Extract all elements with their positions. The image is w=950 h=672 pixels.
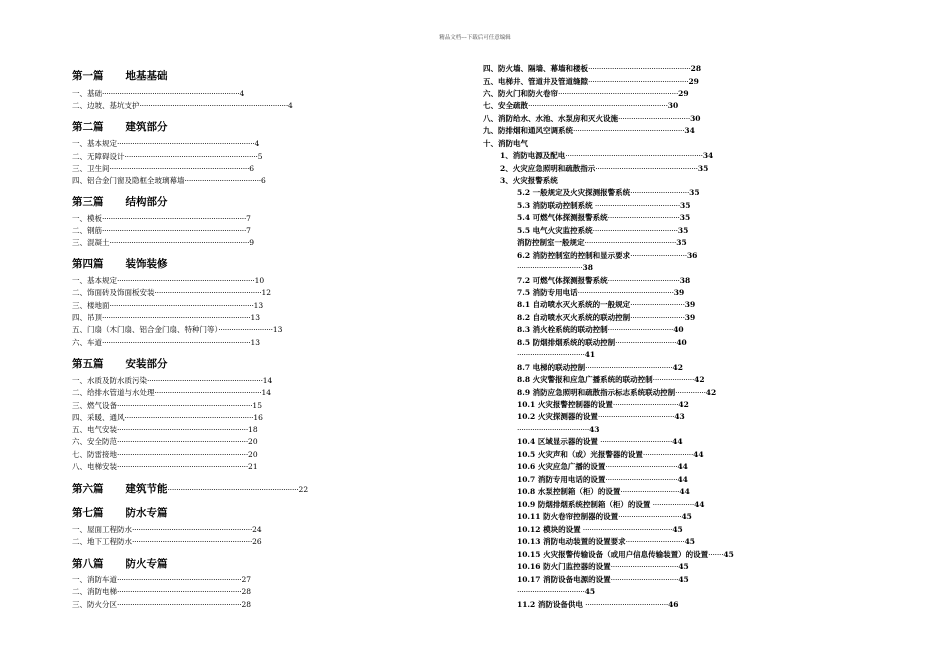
toc-entry-title: 四、铝合金门窗及隐框全玻璃幕墙 xyxy=(72,176,185,185)
page-number: 35 xyxy=(689,188,700,197)
page-number: 45 xyxy=(684,537,696,546)
toc-entry[interactable]: 10.11 防火卷帘控制器的设置·····························45 xyxy=(517,512,692,521)
toc-entry-title: 8.8 火灾警报和应急广播系统的联动控制 xyxy=(517,375,653,384)
page-number: 30 xyxy=(667,101,679,110)
toc-entry-title: 5.3 消防联动控制系统 xyxy=(517,201,593,210)
toc-entry[interactable]: 10.17 消防设备电源的设置·······························45 xyxy=(517,575,689,584)
toc-entry-title: 二、地下工程防水 xyxy=(72,537,132,546)
page-number: 45 xyxy=(584,587,596,596)
toc-entry-title: 8.2 自动喷水灭火系统的联动控制 xyxy=(517,313,631,322)
toc-entry[interactable]: 六、车道····································································13 xyxy=(72,338,261,347)
toc-entry[interactable]: 四、铝合金门窗及隐框全玻璃幕墙···································6 xyxy=(72,176,266,185)
section-title: 地基基础 xyxy=(125,70,168,82)
toc-entry[interactable]: 一、屋面工程防水·······················································24 xyxy=(72,525,262,534)
toc-entry[interactable]: 四、采暖、通风···························································16 xyxy=(72,413,263,422)
page-number: 18 xyxy=(248,425,258,434)
toc-entry-title: 六、车道 xyxy=(72,338,102,347)
page-number: 20 xyxy=(248,450,258,459)
page-number: 43 xyxy=(589,425,600,434)
toc-entry[interactable]: 8.2 自动喷水灭火系统的联动控制·························39 xyxy=(517,313,696,322)
page-number: 6 xyxy=(249,164,255,173)
page-number: 44 xyxy=(679,487,690,496)
toc-entry[interactable]: 二、给排水管道与水处理·················································14 xyxy=(72,388,272,397)
page-number: 44 xyxy=(694,500,705,509)
page-number: 40 xyxy=(676,338,687,347)
toc-entry[interactable]: 四、吊顶····································································13 xyxy=(72,313,261,322)
toc-entry[interactable]: 二、无障碍设计·····························································5 xyxy=(72,152,263,161)
page-number: 16 xyxy=(253,413,263,422)
toc-entry-title: 10.2 火灾探测器的设置 xyxy=(517,412,598,421)
page-number: 12 xyxy=(261,288,272,297)
toc-entry-title: 二、无障碍设计 xyxy=(72,152,125,161)
toc-entry-title: 七、防雷接地 xyxy=(72,450,117,459)
page-number: 28 xyxy=(241,600,252,609)
toc-entry[interactable]: 10.9 防烟排烟系统控制箱（柜）的设置 ···················44 xyxy=(517,500,705,509)
toc-entry[interactable]: 四、防火墙、隔墙、幕墙和楼板···············································28 xyxy=(483,64,702,73)
page-number: 30 xyxy=(690,114,701,123)
toc-entry-title: 10.15 火灾报警传输设备（或用户信息传输装置）的设置 xyxy=(517,550,709,559)
page-number: 43 xyxy=(674,412,685,421)
toc-entry-title: 三、卫生间 xyxy=(72,164,110,173)
section-heading xyxy=(72,556,168,571)
toc-entry[interactable]: 一、消防车道·························································27 xyxy=(72,575,252,584)
toc-entry[interactable]: 10.4 区域显示器的设置 ·································44 xyxy=(517,437,683,446)
section-number: 第七篇 xyxy=(72,507,104,519)
toc-entry[interactable]: 三、混凝土································································9 xyxy=(72,238,255,247)
toc-entry-title: 八、电梯安装 xyxy=(72,462,117,471)
toc-entry[interactable]: 二、饰面砖及饰面板安装·················································12 xyxy=(72,288,272,297)
toc-entry[interactable]: ······························38 xyxy=(517,263,593,272)
toc-entry-title: 消防控制室一般规定 xyxy=(517,238,585,247)
toc-entry-title: 六、防火门和防火卷帘 xyxy=(483,89,558,98)
toc-entry-title: 三、楼地面 xyxy=(72,301,110,310)
section-title: 防火专篇 xyxy=(125,558,168,570)
page-number: 38 xyxy=(679,276,691,285)
page-number: 4 xyxy=(288,101,293,110)
page-number: 44 xyxy=(677,475,688,484)
page-number: 34 xyxy=(702,151,714,160)
toc-entry-title: 一、基础 xyxy=(72,89,102,98)
toc-entry-title: 6.2 消防控制室的控制和显示要求 xyxy=(517,251,631,260)
section-heading: 第六篇 建筑节能····························································22 xyxy=(72,483,309,495)
section-number: 第六篇 xyxy=(72,483,104,495)
page-number: 40 xyxy=(673,325,684,334)
toc-entry[interactable]: 一、基础·······························································4 xyxy=(72,89,245,98)
toc-entry[interactable]: 8.5 防烟排烟系统的联动控制····························40 xyxy=(517,338,687,347)
section-heading xyxy=(72,119,168,134)
page-number: 44 xyxy=(672,437,683,446)
section-title: 建筑部分 xyxy=(125,121,168,133)
toc-entry-title: 10.17 消防设备电源的设置 xyxy=(517,575,611,584)
toc-entry-title: 四、吊顶 xyxy=(72,313,102,322)
toc-entry[interactable]: 8.9 消防应急照明和疏散指示标志系统联动控制··············42 xyxy=(517,388,717,397)
toc-entry[interactable]: 10.16 防火门监控器的设置·······························45 xyxy=(517,562,689,571)
toc-entry[interactable]: 五、电气安装····························································18 xyxy=(72,425,258,434)
toc-entry[interactable]: 10.1 火灾报警控制器的设置······························42 xyxy=(517,400,689,409)
page-number: 42 xyxy=(705,388,717,397)
toc-entry-title: 六、安全防范 xyxy=(72,437,117,446)
page-number: 35 xyxy=(679,213,691,222)
toc-entry-title: 10.12 模块的设置 xyxy=(517,525,581,534)
toc-entry[interactable]: ·······························41 xyxy=(517,350,596,359)
toc-entry[interactable]: 8.7 电梯的联动控制········································42 xyxy=(517,363,683,372)
toc-entry[interactable]: 三、燃气设备······························································15 xyxy=(72,401,262,410)
toc-entry[interactable]: 10.6 火灾应急广播的设置·································44 xyxy=(517,462,688,471)
page-number: 45 xyxy=(678,562,689,571)
toc-entry-title: 一、消防车道 xyxy=(72,575,117,584)
toc-entry-title: 10.6 火灾应急广播的设置 xyxy=(517,462,606,471)
page-number: 41 xyxy=(584,350,596,359)
toc-entry[interactable]: 一、水质及防水质污染·····················································14 xyxy=(72,376,273,385)
section-heading xyxy=(72,256,168,271)
toc-entry-title: 8.3 消火栓系统的联动控制 xyxy=(517,325,608,334)
section-number: 第八篇 xyxy=(72,558,104,570)
page-number: 28 xyxy=(241,587,252,596)
section-title: 防水专篇 xyxy=(125,507,168,519)
toc-entry[interactable]: 二、边坡、基坑支护····································································4 xyxy=(72,101,293,110)
section-heading xyxy=(72,356,168,371)
toc-entry-title: 2、火灾应急照明和疏散指示 xyxy=(500,164,596,173)
toc-entry[interactable]: 七、防雷接地····························································20 xyxy=(72,450,258,459)
section-title: 装饰装修 xyxy=(125,258,168,270)
page-number: 4 xyxy=(239,89,245,98)
toc-entry[interactable]: 三、卫生间································································6 xyxy=(72,164,255,173)
toc-entry-title: 5.5 电气火灾监控系统 xyxy=(517,226,593,235)
page-number: 44 xyxy=(693,450,704,459)
toc-entry[interactable] xyxy=(500,176,558,185)
toc-entry-title: 一、屋面工程防水 xyxy=(72,525,132,534)
toc-entry-title: 三、混凝土 xyxy=(72,238,110,247)
toc-entry-title: 10.5 火灾声和（或）光报警器的设置 xyxy=(517,450,643,459)
toc-entry[interactable]: 三、楼地面··································································13 xyxy=(72,301,264,310)
toc-entry[interactable]: 八、消防给水、水池、水泵房和灭火设施·································30 xyxy=(483,114,701,123)
page-number: 24 xyxy=(252,525,262,534)
toc-entry[interactable] xyxy=(483,139,528,148)
toc-entry[interactable]: 10.5 火灾声和（或）光报警器的设置·······················44 xyxy=(517,450,704,459)
toc-entry[interactable]: 8.8 火灾警报和应急广播系统的联动控制···················42 xyxy=(517,375,705,384)
toc-entry[interactable]: 5.3 消防联动控制系统 ·······································35 xyxy=(517,201,691,210)
toc-entry[interactable]: 消防控制室一般规定··········································35 xyxy=(517,238,687,247)
toc-entry[interactable]: 一、基本规定·······························································10 xyxy=(72,276,265,285)
page-number: 13 xyxy=(250,338,261,347)
toc-entry-title: 10.13 消防电动装置的设置要求 xyxy=(517,537,626,546)
page-number: 29 xyxy=(688,77,699,86)
toc-entry-title: 10.8 水泵控制箱（柜）的设置 xyxy=(517,487,621,496)
toc-entry[interactable]: 二、地下工程防水·······················································26 xyxy=(72,537,262,546)
page-number: 44 xyxy=(677,462,688,471)
toc-entry-title: 一、基本规定 xyxy=(72,276,117,285)
section-number: 第四篇 xyxy=(72,258,104,270)
toc-entry-title: 10.16 防火门监控器的设置 xyxy=(517,562,611,571)
toc-entry-title: 5.2 一般规定及火灾探测报警系统 xyxy=(517,188,631,197)
toc-entry-title: 八、消防给水、水池、水泵房和灭火设施 xyxy=(483,114,618,123)
toc-entry-title: 四、采暖、通风 xyxy=(72,413,125,422)
toc-entry[interactable]: 8.1 自动喷水灭火系统的一般规定·························39 xyxy=(517,300,696,309)
toc-entry-title: 8.1 自动喷水灭火系统的一般规定 xyxy=(517,300,631,309)
page-number: 42 xyxy=(672,363,683,372)
toc-entry[interactable]: 七、安全疏散································································30 xyxy=(483,101,679,110)
page-header: 精品文档---下载后可任意编辑 xyxy=(439,35,511,41)
toc-entry-title: 五、电梯井、管道井及管道缝隙 xyxy=(483,77,588,86)
toc-entry-title: 8.7 电梯的联动控制 xyxy=(517,363,586,372)
toc-entry[interactable]: 10.13 消防电动装置的设置要求···························45 xyxy=(517,537,696,546)
page-number: 27 xyxy=(241,575,252,584)
toc-entry-title: 一、基本规定 xyxy=(72,139,117,148)
toc-entry-title: 10.9 防烟排烟系统控制箱（柜）的设置 xyxy=(517,500,651,509)
page-number: 45 xyxy=(681,512,692,521)
toc-entry[interactable]: 10.2 火灾探测器的设置···································43 xyxy=(517,412,685,421)
toc-entry[interactable]: 8.3 消火栓系统的联动控制······························40 xyxy=(517,325,684,334)
toc-entry[interactable]: 7.2 可燃气体探测报警系统·································38 xyxy=(517,276,691,285)
page-number: 13 xyxy=(272,325,283,334)
toc-entry-title: 十、消防电气 xyxy=(483,139,528,148)
page-number: 29 xyxy=(678,89,689,98)
toc-entry[interactable]: 10.7 消防专用电话的设置·································44 xyxy=(517,475,688,484)
page-number: 46 xyxy=(668,600,679,609)
toc-entry-title: 8.5 防烟排烟系统的联动控制 xyxy=(517,338,616,347)
toc-entry[interactable]: 5.5 电气火灾监控系统·······································35 xyxy=(517,226,689,235)
toc-entry[interactable]: 六、安全防范····························································20 xyxy=(72,437,258,446)
toc-entry-title: 三、防火分区 xyxy=(72,600,117,609)
toc-entry-title: 三、燃气设备 xyxy=(72,401,117,410)
toc-entry-title: 二、饰面砖及饰面板安装 xyxy=(72,288,155,297)
toc-entry-title: 二、给排水管道与水处理 xyxy=(72,388,155,397)
toc-entry-title: 7.2 可燃气体探测报警系统 xyxy=(517,276,608,285)
section-number: 第五篇 xyxy=(72,358,104,370)
page-number: 39 xyxy=(684,300,696,309)
page-number: 36 xyxy=(686,251,698,260)
section-heading xyxy=(72,505,168,520)
toc-entry-title: 10.1 火灾报警控制器的设置 xyxy=(517,400,613,409)
page-number: 42 xyxy=(678,400,689,409)
toc-entry-title: 一、模板 xyxy=(72,214,102,223)
toc-entry[interactable]: 一、基本规定·······························································4 xyxy=(72,139,260,148)
page-number: 13 xyxy=(253,301,264,310)
page-number: 6 xyxy=(260,176,266,185)
toc-entry[interactable]: 五、电梯井、管道井及管道缝隙··············································29 xyxy=(483,77,699,86)
toc-entry-title: 二、消防电梯 xyxy=(72,587,117,596)
section-number: 第一篇 xyxy=(72,70,104,82)
toc-entry-title: 1、消防电源及配电 xyxy=(500,151,566,160)
toc-entry-title: 11.2 消防设备供电 xyxy=(517,600,583,609)
toc-entry-title: 二、边坡、基坑支护 xyxy=(72,101,140,110)
toc-entry-title: 8.9 消防应急照明和疏散指示标志系统联动控制 xyxy=(517,388,676,397)
toc-entry[interactable]: 2、火灾应急照明和疏散指示···············································35 xyxy=(500,164,709,173)
toc-entry[interactable]: 5.2 一般规定及火灾探测报警系统···························35 xyxy=(517,188,700,197)
page-number: 9 xyxy=(249,238,255,247)
page-number: 26 xyxy=(252,537,262,546)
toc-entry-title: 10.7 消防专用电话的设置 xyxy=(517,475,606,484)
toc-entry[interactable]: ·······························45 xyxy=(517,587,596,596)
toc-entry[interactable]: 二、钢筋··································································7 xyxy=(72,226,251,235)
page-number: 34 xyxy=(684,126,695,135)
page-number: 14 xyxy=(261,388,272,397)
page-number: 22 xyxy=(298,485,309,494)
toc-entry[interactable]: 10.8 水泵控制箱（柜）的设置···························44 xyxy=(517,487,690,496)
toc-entry-title: 二、钢筋 xyxy=(72,226,102,235)
toc-entry[interactable]: 5.4 可燃气体探测报警系统·································35 xyxy=(517,213,691,222)
page-number: 13 xyxy=(250,313,261,322)
page-number: 39 xyxy=(684,313,696,322)
toc-entry[interactable]: 二、消防电梯·························································28 xyxy=(72,587,252,596)
toc-entry-title: 五、电气安装 xyxy=(72,425,117,434)
toc-entry-title: 10.11 防火卷帘控制器的设置 xyxy=(517,512,619,521)
page-number: 20 xyxy=(248,437,258,446)
section-title: 建筑节能 xyxy=(125,483,168,495)
page-number: 45 xyxy=(723,550,734,559)
page-number: 38 xyxy=(582,263,593,272)
page-number: 7 xyxy=(246,226,251,235)
page-number: 7 xyxy=(246,214,251,223)
section-heading xyxy=(72,68,168,83)
toc-entry[interactable]: 7.5 消防专用电话············································39 xyxy=(517,288,685,297)
toc-entry[interactable]: 10.15 火灾报警传输设备（或用户信息传输装置）的设置·······45 xyxy=(517,550,734,559)
page-number: 35 xyxy=(680,201,691,210)
page-number: 21 xyxy=(248,462,258,471)
toc-entry-title: 四、防火墙、隔墙、幕墙和楼板 xyxy=(483,64,588,73)
toc-entry-title: 10.4 区域显示器的设置 xyxy=(517,437,598,446)
page-number: 42 xyxy=(694,375,705,384)
toc-entry-title: 五、门扇（木门扇、铝合金门扇、特种门等） xyxy=(72,325,219,334)
page-number: 35 xyxy=(697,164,709,173)
page-number: 45 xyxy=(672,525,683,534)
toc-entry[interactable]: 1、消防电源及配电·······························································34 xyxy=(500,151,714,160)
toc-entry[interactable]: 五、门扇（木门扇、铝合金门扇、特种门等）·························13 xyxy=(72,325,283,334)
toc-entry-title: 九、防排烟和通风空调系统 xyxy=(483,126,573,135)
toc-entry-title: 3、火灾报警系统 xyxy=(500,176,558,185)
page-number: 45 xyxy=(678,575,689,584)
toc-entry-title: 5.4 可燃气体探测报警系统 xyxy=(517,213,608,222)
toc-entry[interactable]: 6.2 消防控制室的控制和显示要求··························36 xyxy=(517,251,698,260)
toc-entry[interactable]: 八、电梯安装····························································21 xyxy=(72,462,258,471)
page-number: 5 xyxy=(257,152,263,161)
page-number: 35 xyxy=(677,226,689,235)
page-number: 35 xyxy=(676,238,687,247)
toc-entry[interactable]: 11.2 消防设备供电 ······································46 xyxy=(517,600,679,609)
page-number: 39 xyxy=(673,288,685,297)
page-number: 14 xyxy=(262,376,273,385)
toc-entry-title: 一、水质及防水质污染 xyxy=(72,376,147,385)
page-number: 15 xyxy=(252,401,262,410)
page-number: 4 xyxy=(254,139,260,148)
toc-entry[interactable]: 一、模板··································································7 xyxy=(72,214,251,223)
toc-entry[interactable]: 10.12 模块的设置 ·········································45 xyxy=(517,525,683,534)
section-number: 第二篇 xyxy=(72,121,104,133)
section-heading xyxy=(72,194,168,209)
page-number: 10 xyxy=(254,276,265,285)
toc-entry-title: 七、安全疏散 xyxy=(483,101,528,110)
section-title: 结构部分 xyxy=(125,196,168,208)
toc-entry-title: 7.5 消防专用电话 xyxy=(517,288,578,297)
toc-entry[interactable]: 三、防火分区·························································28 xyxy=(72,600,252,609)
page-number: 28 xyxy=(690,64,702,73)
section-title: 安装部分 xyxy=(125,358,168,370)
section-number: 第三篇 xyxy=(72,196,104,208)
toc-entry[interactable]: 九、防排烟和通风空调系统···················································34 xyxy=(483,126,695,135)
toc-entry[interactable]: 六、防火门和防火卷帘·······················································29 xyxy=(483,89,689,98)
toc-entry[interactable]: ·································43 xyxy=(517,425,600,434)
